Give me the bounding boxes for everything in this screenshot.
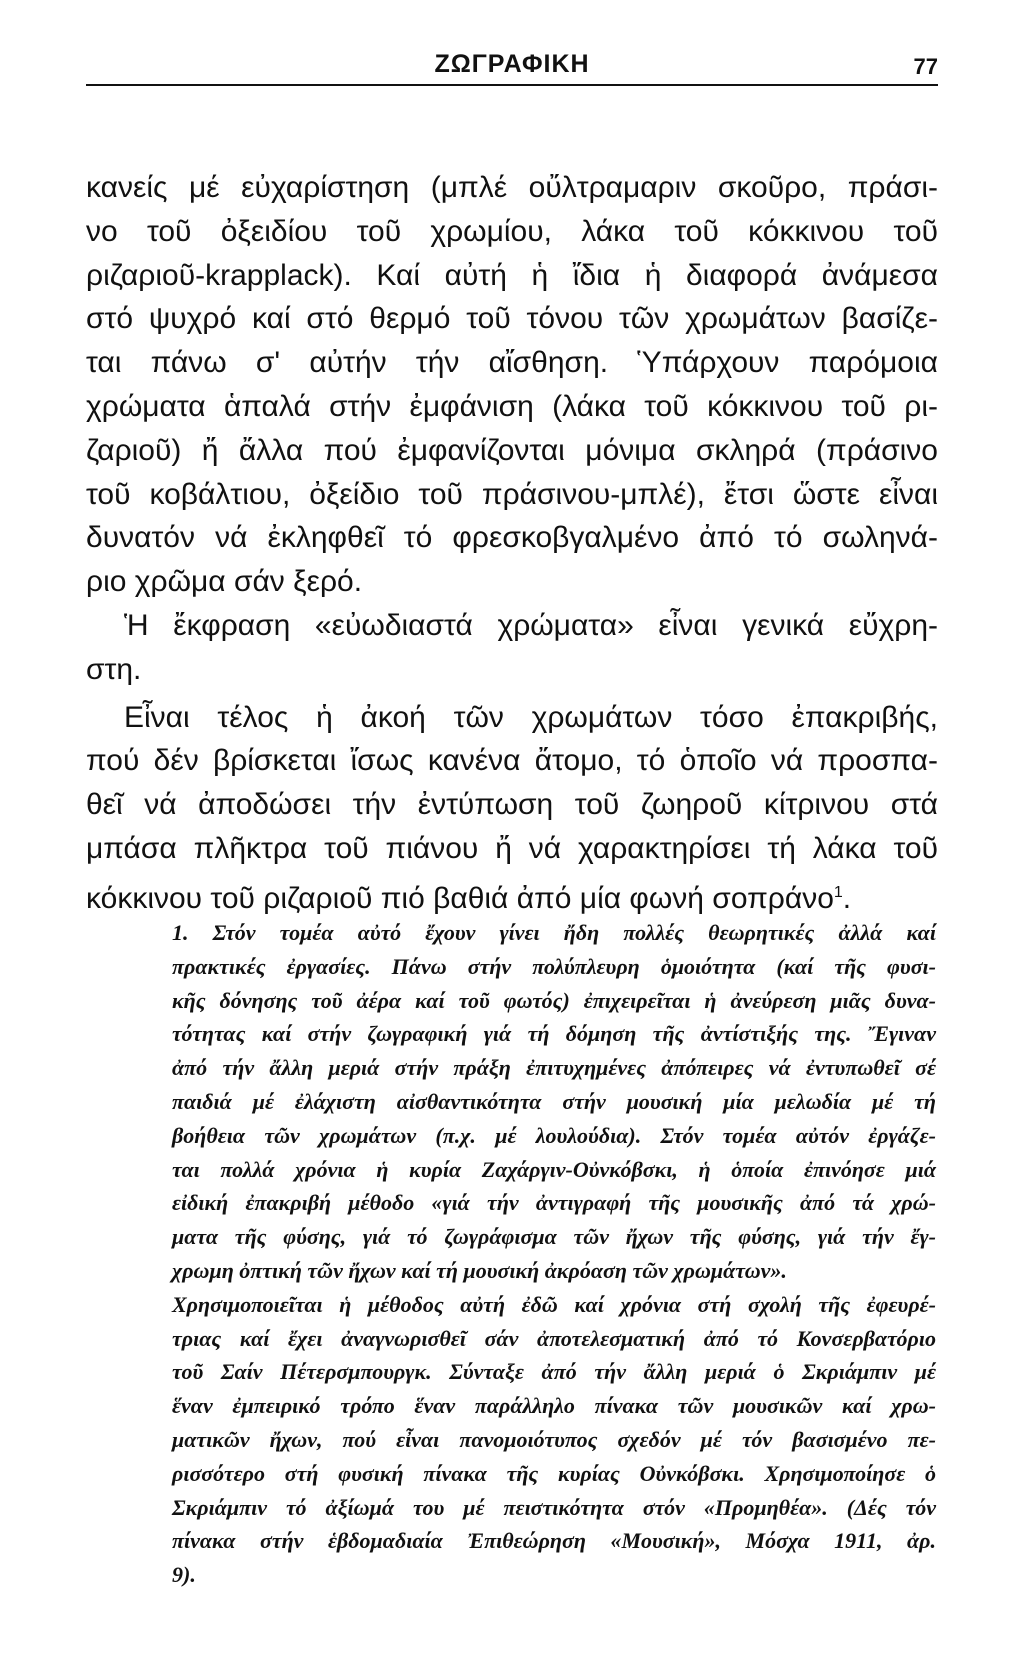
footnote-line: παιδιά μέ ἐλάχιστη αἰσθαντικότητα στήν μουσική μία μελωδία μέ τή	[172, 1088, 936, 1114]
text-line: ζαριοῦ) ἤ ἄλλα πού ἐμφανίζονται μόνιμα σκληρά (πράσινο	[86, 433, 938, 467]
footnote-line: 9).	[172, 1562, 196, 1588]
footnote-line: εἰδική ἐπακριβή μέθοδο «γιά τήν ἀντιγραφή τῆς μουσικῆς ἀπό τά χρώ-	[172, 1190, 936, 1216]
footnote-line: Χρησιμοποιεῖται ἡ μέθοδος αὐτή ἐδῶ καί χρόνια στή σχολή τῆς ἐφευρέ-	[172, 1291, 936, 1317]
footnote-line: ται πολλά χρόνια ἡ κυρία Ζαχάργιν-Οὐνκόβσκι, ἡ ὁποία ἐπινόησε μιά	[172, 1156, 936, 1182]
main-text	[86, 166, 938, 921]
text-line: Εἶναι τέλος ἡ ἀκοή τῶν χρωμάτων τόσο ἐπακριβής,	[124, 700, 938, 734]
text-line: ριο χρῶμα σάν ξερό.	[86, 565, 363, 599]
footnote-line: ματικῶν ἤχων, πού εἶναι πανομοιότυπος σχεδόν μέ τόν βασισμένο πε-	[172, 1426, 936, 1452]
text-line: θεῖ νά ἀποδώσει τήν ἐντύπωση τοῦ ζωηροῦ κίτρινου στά	[86, 788, 938, 822]
sentence-end: .	[842, 881, 852, 915]
footnote-line: ρισσότερο στή φυσική πίνακα τῆς κυρίας Οὐνκόβσκι. Χρησιμοποίησε ὁ	[172, 1460, 936, 1486]
text-line: νο τοῦ ὀξειδίου τοῦ χρωμίου, λάκα τοῦ κόκκινου τοῦ	[86, 214, 938, 248]
text-line: πού δέν βρίσκεται ἴσως κανένα ἄτομο, τό ὁποῖο νά προσπα-	[86, 744, 938, 778]
footnote-line: Σκριάμπιν τό ἀξίωμά του μέ πειστικότητα στόν «Προμηθέα». (Δές τόν	[172, 1494, 936, 1520]
text-line: στό ψυχρό καί στό θερμό τοῦ τόνου τῶν χρωμάτων βασίζε-	[86, 302, 938, 336]
running-title: ΖΩΓΡΑΦΙΚΗ	[434, 50, 590, 78]
footnote-reference: 1	[833, 883, 843, 901]
footnote-line: τοῦ Σαίν Πέτερσμπουργκ. Σύνταξε ἀπό τήν ἄλλη μεριά ὁ Σκριάμπιν μέ	[172, 1359, 936, 1385]
text-line: τοῦ κοβάλτιου, ὀξείδιο τοῦ πράσινου-μπλέ), ἔτσι ὥστε εἶναι	[86, 477, 938, 511]
text-line: στη.	[86, 652, 142, 686]
text-line-final	[86, 871, 938, 921]
footnote-line: ματα τῆς φύσης, γιά τό ζωγράφισμα τῶν ἤχων τῆς φύσης, γιά τήν ἔγ-	[172, 1224, 936, 1250]
footnote-line: βοήθεια τῶν χρωμάτων (π.χ. μέ λουλούδια). Στόν τομέα αὐτόν ἐργάζε-	[172, 1122, 936, 1148]
text-line: ται πάνω σ' αὐτήν τήν αἴσθηση. Ὑπάρχουν παρόμοια	[86, 346, 938, 380]
text-line: χρώματα ἁπαλά στήν ἐμφάνιση (λάκα τοῦ κόκκινου τοῦ ρι-	[86, 389, 938, 423]
footnote-line: ἕναν ἐμπειρικό τρόπο ἕναν παράλληλο πίνακα τῶν μουσικῶν καί χρω-	[172, 1393, 936, 1419]
footnote-line: πρακτικές ἐργασίες. Πάνω στήν πολύπλευρη ὁμοιότητα (καί τῆς φυσι-	[172, 953, 936, 979]
text-line: μπάσα πλῆκτρα τοῦ πιάνου ἤ νά χαρακτηρίσει τή λάκα τοῦ	[86, 831, 938, 865]
footnote-line: ἀπό τήν ἄλλη μεριά στήν πράξη ἐπιτυχημένες ἀπόπειρες νά ἐντυπωθεῖ σέ	[172, 1055, 936, 1081]
footnote-line: χρωμη ὀπτική τῶν ἤχων καί τή μουσική ἀκρόαση τῶν χρωμάτων».	[172, 1257, 787, 1283]
text-line: ριζαριοῦ-krapplack). Καί αὐτή ἡ ἴδια ἡ διαφορά ἀνάμεσα	[86, 258, 938, 292]
footnote-line: τριας καί ἔχει ἀναγνωρισθεῖ σάν ἀποτελεσματική ἀπό τό Κονσερβατόριο	[172, 1325, 936, 1351]
text-line: δυνατόν νά ἐκληφθεῖ τό φρεσκοβγαλμένο ἀπό τό σωληνά-	[86, 521, 938, 555]
footnote-line: τότητας καί στήν ζωγραφική γιά τή δόμηση τῆς ἀντίστιξής της. Ἔγιναν	[172, 1021, 936, 1047]
text-line: κανείς μέ εὐχαρίστηση (μπλέ οὔλτραμαριν σκοῦρο, πράσι-	[86, 171, 938, 204]
text-line: Ἡ ἔκφραση «εὐωδιαστά χρώματα» εἶναι γενικά εὔχρη-	[124, 608, 938, 642]
page-number: 77	[913, 54, 938, 79]
running-header	[86, 40, 938, 86]
text-line-content: κόκκινου τοῦ ριζαριοῦ πιό βαθιά ἀπό μία φωνή σοπράνο	[86, 881, 834, 915]
footnote-line: 1. Στόν τομέα αὐτό ἔχουν γίνει ἤδη πολλές θεωρητικές ἀλλά καί	[172, 920, 936, 945]
footnote-line: κῆς δόνησης τοῦ ἀέρα καί τοῦ φωτός) ἐπιχειρεῖται ἡ ἀνεύρεση μιᾶς δυνα-	[172, 987, 936, 1013]
footnote-line: πίνακα στήν ἑβδομαδιαία Ἐπιθεώρηση «Μουσική», Μόσχα 1911, ἀρ.	[172, 1528, 936, 1554]
footnote-block	[172, 916, 936, 1592]
